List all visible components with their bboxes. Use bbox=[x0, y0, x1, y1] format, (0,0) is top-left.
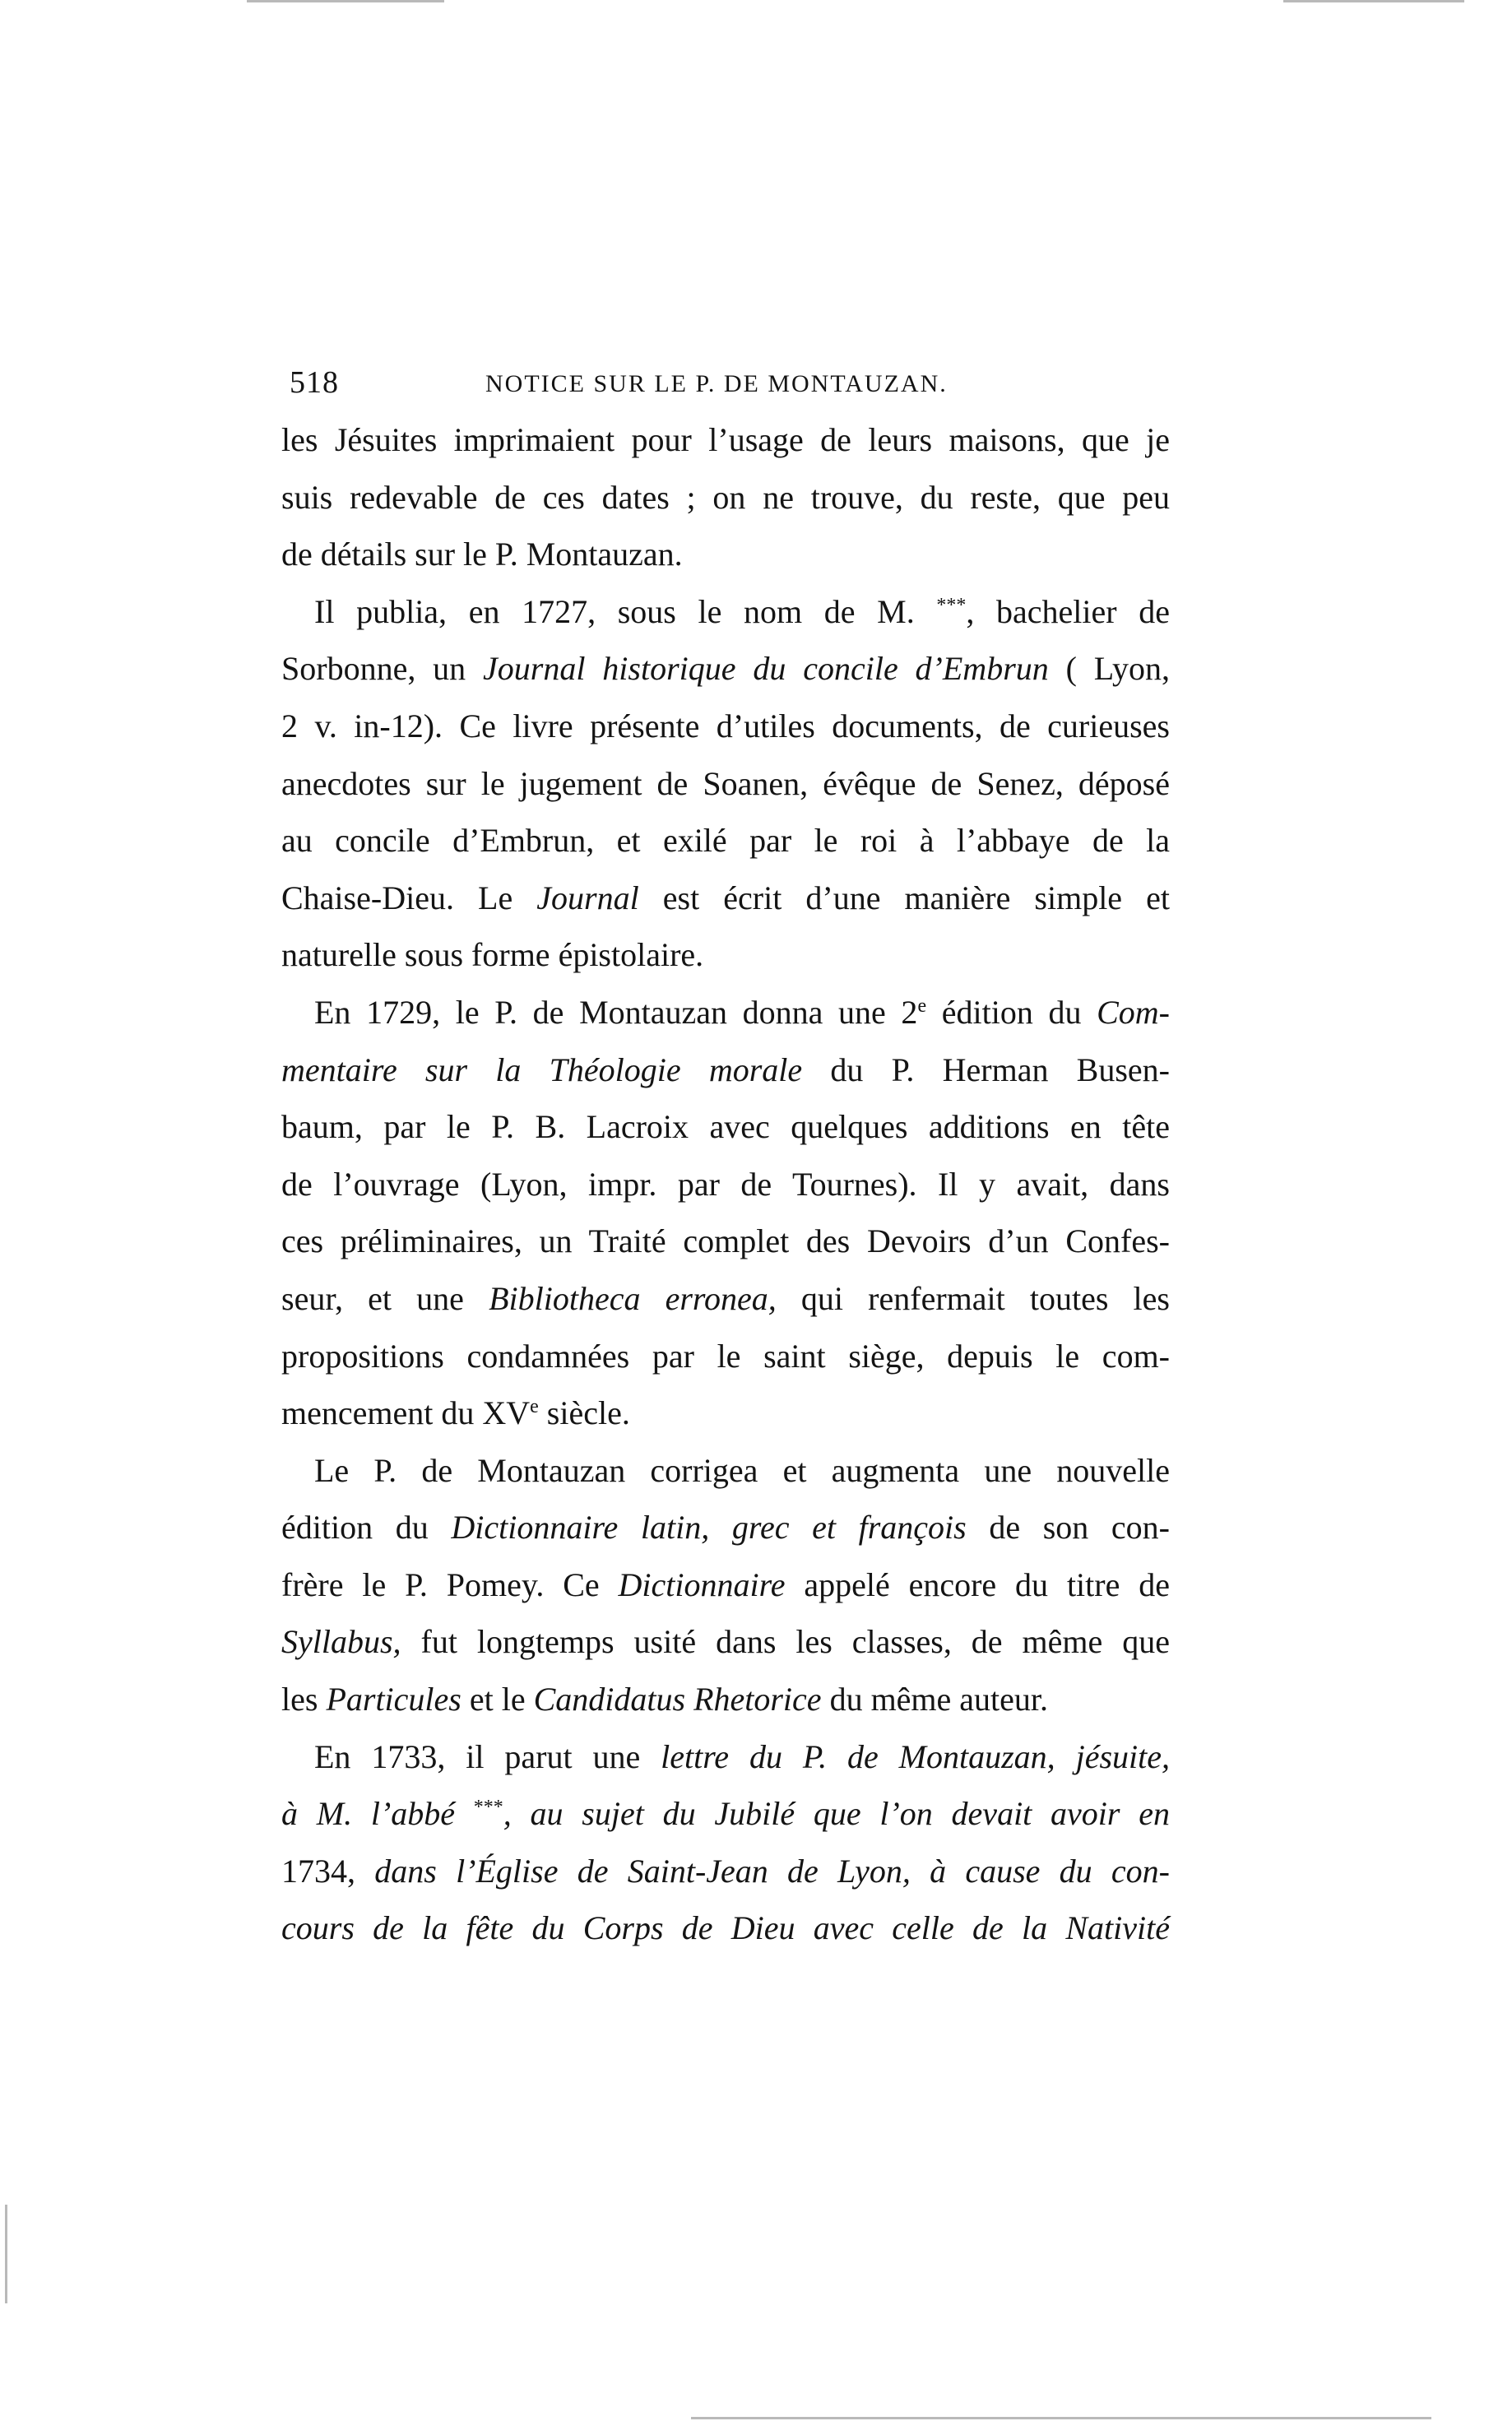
running-title: NOTICE SUR LE P. DE MONTAUZAN. bbox=[485, 370, 948, 397]
text-line: En 1733, il parut une lettre du P. de Montauzan, jésuite, bbox=[314, 1737, 1170, 1775]
text-line: mencement du XVe siècle. bbox=[281, 1394, 630, 1432]
text-line: frère le P. Pomey. Ce Dictionnaire appelé encore du titre de bbox=[281, 1565, 1170, 1603]
scan-artifact-left bbox=[5, 2205, 7, 2303]
text-line: au concile d’Embrun, et exilé par le roi à l’abbaye de la bbox=[281, 822, 1170, 860]
text-line: suis redevable de ces dates ; on ne trouve, du reste, que peu bbox=[281, 478, 1170, 516]
text-line: mentaire sur la Théologie morale du P. Herman Busen- bbox=[281, 1050, 1170, 1088]
text-line: naturelle sous forme épistolaire. bbox=[281, 936, 704, 974]
text-line: seur, et une Bibliotheca erronea, qui renfermait toutes les bbox=[281, 1279, 1170, 1317]
text-line: à M. l’abbé ***, au sujet du Jubilé que l’on devait avoir en bbox=[281, 1795, 1170, 1833]
body-text bbox=[281, 411, 1170, 1957]
scan-artifact-top bbox=[247, 0, 444, 2]
scan-artifact-top-right bbox=[1283, 0, 1464, 2]
text-line: Il publia, en 1727, sous le nom de M. ***, bachelier de bbox=[314, 592, 1170, 630]
text-line: les Particules et le Candidatus Rhetorice du même auteur. bbox=[281, 1681, 1049, 1718]
page-number: 518 bbox=[290, 365, 339, 400]
text-line: Syllabus, fut longtemps usité dans les classes, de même que bbox=[281, 1623, 1170, 1661]
text-line: Chaise-Dieu. Le Journal est écrit d’une manière simple et bbox=[281, 879, 1170, 916]
text-line: ces préliminaires, un Traité complet des Devoirs d’un Confes- bbox=[281, 1222, 1170, 1260]
running-head bbox=[290, 362, 1168, 403]
text-line: baum, par le P. B. Lacroix avec quelques additions en tête bbox=[281, 1108, 1170, 1146]
text-line: propositions condamnées par le saint siège, depuis le com- bbox=[281, 1337, 1170, 1375]
text-line: de détails sur le P. Montauzan. bbox=[281, 536, 683, 573]
text-line: de l’ouvrage (Lyon, impr. par de Tournes). Il y avait, dans bbox=[281, 1165, 1170, 1203]
text-line: cours de la fête du Corps de Dieu avec celle de la Nativité bbox=[281, 1909, 1170, 1947]
text-line: Le P. de Montauzan corrigea et augmenta une nouvelle bbox=[314, 1451, 1170, 1489]
text-line: Sorbonne, un Journal historique du concile d’Embrun ( Lyon, bbox=[281, 650, 1171, 688]
scan-artifact-bottom bbox=[691, 2417, 1431, 2419]
text-line: 1734, dans l’Église de Saint-Jean de Lyon, à cause du con- bbox=[281, 1852, 1170, 1890]
text-line: les Jésuites imprimaient pour l’usage de leurs maisons, que je bbox=[281, 421, 1170, 458]
text-line: 2 v. in-12). Ce livre présente d’utiles documents, de curieuses bbox=[281, 707, 1170, 744]
text-line: édition du Dictionnaire latin, grec et françois de son con- bbox=[281, 1509, 1170, 1547]
text-line: anecdotes sur le jugement de Soanen, évêque de Senez, déposé bbox=[281, 764, 1170, 802]
text-line: En 1729, le P. de Montauzan donna une 2e édition du Com- bbox=[314, 993, 1170, 1031]
